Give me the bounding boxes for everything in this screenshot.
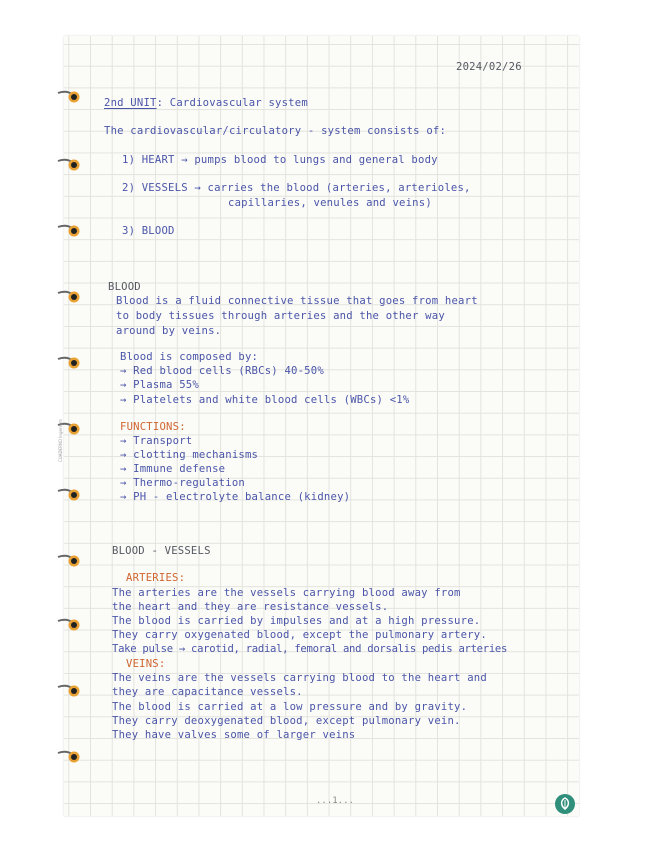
list-item: → Platelets and white blood cells (WBCs) <1% [120,394,410,406]
section-heading-vessels: BLOOD - VESSELS [112,545,211,557]
list-item-continued: capillaries, venules and veins) [228,197,432,209]
binder-ring-icon [56,616,82,634]
list-item: 3) BLOOD [122,225,175,237]
functions-heading: FUNCTIONS: [120,421,186,433]
text-line: They carry oxygenated blood, except the pulmonary artery. [112,629,487,641]
binder-ring-icon [56,748,82,766]
intro-line: The cardiovascular/circulatory - system consists of: [104,125,447,137]
text-line: they are capacitance vessels. [112,686,303,698]
list-item: → clotting mechanisms [120,449,259,461]
text-line: The blood is carried at a low pressure and by gravity. [112,701,468,713]
text-line: The veins are the vessels carrying blood to the heart and [112,672,487,684]
text-line: They have valves some of larger veins [112,729,356,741]
leaf-logo-icon [555,794,575,814]
text-line: They carry deoxygenated blood, except pulmonary vein. [112,715,461,727]
text-line: the heart and they are resistance vessels. [112,601,389,613]
list-item: → Plasma 55% [120,379,199,391]
arteries-heading: ARTERIES: [126,572,186,584]
unit-label: 2nd UNIT [104,97,157,109]
list-item: → PH - electrolyte balance (kidney) [120,491,351,503]
composed-heading: Blood is composed by: [120,351,259,363]
list-item: → Thermo-regulation [120,477,245,489]
list-item: → Immune defense [120,463,226,475]
text-line: The arteries are the vessels carrying blood away from [112,587,461,599]
section-heading-blood: BLOOD [108,281,141,293]
binder-ring-icon [56,682,82,700]
text-line: around by veins. [116,325,222,337]
binder-ring-icon [56,486,82,504]
note-date: 2024/02/26 [456,61,522,73]
text-line: The blood is carried by impulses and at a high pressure. [112,615,481,627]
list-item: 2) VESSELS → carries the blood (arteries, arterioles, [122,182,471,194]
text-line: Take pulse → carotid, radial, femoral and dorsalis pedis arteries [112,643,508,655]
page-title [104,96,308,110]
veins-heading: VEINS: [126,658,166,670]
binder-ring-icon [56,552,82,570]
text-line: to body tissues through arteries and the other way [116,310,445,322]
page-number: ...1... [316,796,354,806]
list-item: → Red blood cells (RBCs) 40-50% [120,365,324,377]
list-item: → Transport [120,435,193,447]
binder-ring-icon [56,88,82,106]
binder-ring-icon [56,222,82,240]
binder-ring-icon [56,288,82,306]
side-brand-label: CUADERNO Ingenium [58,418,63,462]
binder-ring-icon [56,156,82,174]
binder-ring-icon [56,354,82,372]
text-line: Blood is a fluid connective tissue that goes from heart [116,295,478,307]
list-item: 1) HEART → pumps blood to lungs and general body [122,154,438,166]
unit-topic: : Cardiovascular system [156,97,308,109]
